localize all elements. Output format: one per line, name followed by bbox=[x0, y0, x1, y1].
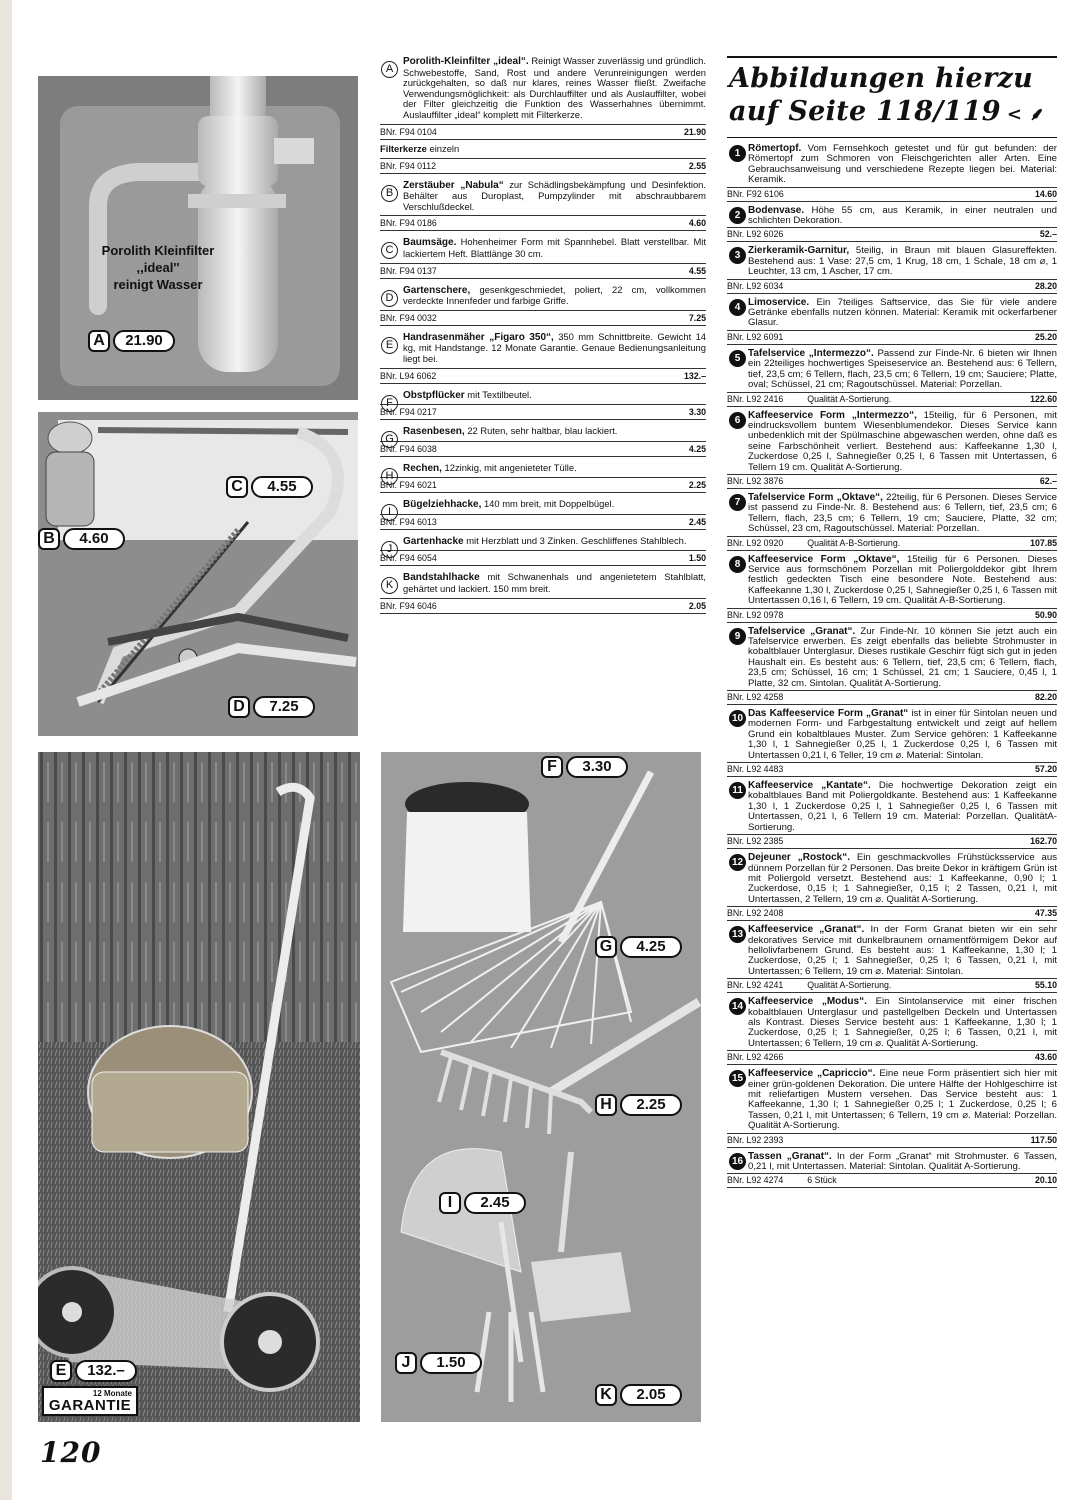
order-number: BNr. L92 4274 bbox=[727, 1175, 784, 1186]
item-number: 11 bbox=[729, 782, 746, 799]
item-price: 21.90 bbox=[683, 126, 706, 137]
item-name: Zerstäuber „Nabula“ bbox=[403, 179, 504, 191]
item-text bbox=[748, 493, 1057, 535]
order-number-row bbox=[727, 762, 1057, 777]
order-number: BNr. L92 4258 bbox=[727, 692, 784, 703]
filter-caption-line-1: Porolith Kleinfilter bbox=[101, 243, 215, 258]
order-number: BNr. L94 6062 bbox=[380, 370, 437, 381]
tools-product-list bbox=[380, 56, 706, 620]
item-desc: 22 Ruten, sehr haltbar, blau lackiert. bbox=[467, 425, 618, 437]
order-number: BNr. F94 0112 bbox=[380, 160, 437, 171]
item-number: 8 bbox=[729, 556, 746, 573]
order-number: BNr. F94 6038 bbox=[380, 443, 437, 454]
list-item bbox=[727, 555, 1057, 623]
order-number: BNr. L92 0978 bbox=[727, 609, 784, 620]
item-number: 12 bbox=[729, 854, 746, 871]
item-name: Kaffeeservice Form „Oktave“, bbox=[748, 553, 900, 565]
item-name: Dejeuner „Rostock“. bbox=[748, 852, 850, 864]
price-tag-i bbox=[439, 1192, 526, 1214]
list-item bbox=[380, 536, 706, 567]
item-text bbox=[748, 298, 1057, 329]
item-letter: H bbox=[381, 468, 398, 485]
order-number: BNr. F94 0217 bbox=[380, 407, 437, 418]
item-name: Bandstahlhacke bbox=[403, 572, 480, 584]
order-number-row bbox=[380, 598, 706, 614]
order-number-row bbox=[727, 1133, 1057, 1148]
item-number: 6 bbox=[729, 412, 746, 429]
item-text bbox=[748, 555, 1057, 607]
item-desc: 15teilig für 6 Personen. Dieses Service aus formschönem Porzellan mit Poliergolddekor gibt Ihrem festlich gedeckten Tisch eine besondere Note. Bestehend aus: Kaffeekanne 1,30 l, Zuckerdose 0,25 l, Sahnegießer 0,25 l, 6 Tassen mit Untertassen 0,16 l, 6 Tellern, 19 cm. Qualität A-B-Sortierung. bbox=[748, 553, 1057, 607]
item-price: 43.60 bbox=[1034, 1052, 1057, 1063]
item-text bbox=[403, 572, 706, 594]
order-number: BNr. L92 2393 bbox=[727, 1134, 784, 1145]
item-number: 1 bbox=[729, 145, 746, 162]
item-number: 5 bbox=[729, 350, 746, 367]
tag-letter: I bbox=[439, 1192, 461, 1214]
item-name: Bodenvase. bbox=[748, 204, 805, 216]
price-tag-f bbox=[541, 756, 628, 778]
item-name: Kaffeeservice „Modus“. bbox=[748, 996, 867, 1008]
item-name: Tassen „Granat“. bbox=[748, 1150, 832, 1162]
tag-price: 21.90 bbox=[113, 330, 175, 352]
list-item bbox=[380, 499, 706, 530]
order-number-row bbox=[380, 368, 706, 384]
item-price: 4.55 bbox=[688, 265, 706, 276]
item-price: 2.55 bbox=[688, 160, 706, 171]
item-desc: Vom Fernsehkoch getestet und für gut befunden: der Römertopf zum Schmoren von Fleischgerichten aller Arten. Eine Gebrauchsanweisung und verschiedene Rezepte liegen bei. Material: Keramik. bbox=[748, 143, 1057, 186]
item-name: Bügelziehhacke, bbox=[403, 499, 482, 511]
sub-item-name: Filterkerze bbox=[380, 142, 427, 154]
item-name: Porolith-Kleinfilter „ideal“. bbox=[403, 56, 529, 67]
item-name: Gartenhacke bbox=[403, 535, 464, 547]
item-desc: 15teilig, für 6 Personen, mit eindrucksvollem buntem Wiesenblumendekor. Dieses Service kann unbedenklich mit der Spülmaschine abgewaschen werden, ohne daß es seine Farbschönheit verliert. Bestehend aus: Kaffeekanne 1,30 l, Zuckerdose 0,25 l, Sahnegießer 0,25 l, 6 Tassen mit Untertassen, 6 Tellern 19 cm. Qualität A-Sortierung. bbox=[748, 409, 1057, 473]
item-name: Kaffeeservice „Kantate“. bbox=[748, 780, 871, 792]
tag-letter: E bbox=[50, 1360, 72, 1382]
order-number-row bbox=[727, 906, 1057, 921]
item-desc: Passend zur Finde-Nr. 6 bieten wir Ihnen ein 22teiliges hochwertiges Speiseservice an. Bestehend aus: 6 Tellern, tief, 23,5 cm; 6 Tellern, flach, 23,5 cm; 6 Tellern, 19 cm; Sauciere; Platte, oval; Schüssel, 21 cm; Ragoutschüssel. Material: Porzellan. bbox=[748, 347, 1057, 391]
list-item bbox=[727, 853, 1057, 921]
order-number: BNr. F94 0186 bbox=[380, 218, 437, 229]
list-item bbox=[380, 426, 706, 457]
item-quality bbox=[783, 692, 1035, 703]
filter-caption bbox=[78, 242, 238, 293]
order-number: BNr. F94 6013 bbox=[380, 516, 437, 527]
item-desc: Eine neue Form präsentiert sich hier mit einer grün-goldenen Dekoration. Die untere Hälfte der Hohlgeschirre ist mit reliefartigen Mustern versehen. Das Service besteht aus: 1 Kaffeekanne, 1,30 l; 1 Sahnegießer 0,25 l; 1 Zuckerdose, 0,25 l; 6 Tassen, 0,21 l, mit Untertassen; 6 Tellern, 19 cm ⌀. Material: Porzellan. Qualität A-Sortierung. bbox=[748, 1068, 1058, 1132]
item-price: 2.05 bbox=[688, 600, 706, 611]
item-name: Limoservice. bbox=[748, 296, 810, 308]
tag-letter: C bbox=[226, 476, 248, 498]
item-price: 122.60 bbox=[1030, 393, 1057, 404]
item-desc: mit Schwanenhals und angenietetem Stahlblatt, gehärtet und lackiert. 150 mm breit. bbox=[403, 571, 706, 595]
tag-letter: D bbox=[228, 696, 250, 718]
pointer-arrow-icon: < ⸙ bbox=[1006, 104, 1043, 125]
item-price: 52.– bbox=[1039, 229, 1057, 240]
item-desc: Die hochwertige Dekoration zeigt ein kobaltblaues Band mit Poliergoldkante. Bestehend aus: 1 Kaffeekanne 1,30 l, 1 Zuckerdose 0,25 l, 1 Sahnegießer 0,25 l, 6 Tassen mit Untertassen, 0,21 l, 6 Tellern 19 cm. Material: Porzellan. QualitätA-Sortierung. bbox=[748, 780, 1058, 833]
item-number: 2 bbox=[729, 207, 746, 224]
item-text bbox=[748, 709, 1057, 761]
page-binding-edge bbox=[0, 0, 12, 1500]
tag-price: 132.– bbox=[75, 1360, 137, 1382]
tag-letter: G bbox=[595, 936, 617, 958]
order-number: BNr. L92 2416 bbox=[727, 393, 784, 404]
order-number: BNr. L92 2385 bbox=[727, 836, 784, 847]
order-number: BNr. L92 4241 bbox=[727, 980, 784, 991]
item-text bbox=[748, 1069, 1057, 1131]
price-tag-j bbox=[395, 1352, 482, 1374]
list-item bbox=[727, 1152, 1057, 1189]
heading-line-2-text: auf Seite 118/119 bbox=[729, 96, 1001, 127]
heading-line-1: Abbildungen hierzu bbox=[729, 63, 1034, 94]
list-item bbox=[380, 56, 706, 174]
order-number-row bbox=[380, 124, 706, 140]
item-text bbox=[748, 144, 1057, 186]
item-letter: I bbox=[381, 504, 398, 521]
order-number-row bbox=[727, 330, 1057, 345]
order-number: BNr. F94 6046 bbox=[380, 600, 437, 611]
item-desc: Ein 7teiliges Saftservice, das Sie für viele andere Getränke ebenfalls nutzen können. Material: Keramik mit ockerfarbener Glasur. bbox=[748, 296, 1057, 329]
filter-caption-line-2: ,,ideal'' bbox=[136, 260, 180, 275]
item-desc: 5teilig, in Braun mit blauen Glasureffekten. Bestehend aus: 1 Vase: 27,5 cm, 1 Krug, 18 cm, 1 Schale, 18 cm ⌀, 1 Leuchter, 13 cm, 1 Ascher, 17 cm. bbox=[748, 245, 1057, 278]
item-price: 162.70 bbox=[1030, 836, 1057, 847]
item-desc: 140 mm breit, mit Doppelbügel. bbox=[483, 498, 615, 510]
order-number-row bbox=[727, 536, 1057, 551]
order-number-row bbox=[727, 608, 1057, 623]
item-price: 4.25 bbox=[688, 443, 706, 454]
order-number-row bbox=[727, 1050, 1057, 1065]
photo-water-filter bbox=[38, 76, 358, 400]
ceramics-product-list bbox=[727, 56, 1057, 1192]
item-letter: D bbox=[381, 290, 398, 307]
item-price: 82.20 bbox=[1034, 692, 1057, 703]
tag-price: 4.25 bbox=[620, 936, 682, 958]
order-number: BNr. L92 4483 bbox=[727, 764, 784, 775]
item-number: 10 bbox=[729, 710, 746, 727]
tag-letter: B bbox=[38, 528, 60, 550]
item-desc: In der Form „Granat“ mit Strohmuster. 6 Tassen, 0,21 l, mit Untertassen. Material: Sintolan. Qualität A-Sortierung. bbox=[748, 1150, 1058, 1173]
item-desc: gesenkgeschmiedet, poliert, 22 cm, vollkommen verdeckte Innenfeder und farbige Griffe. bbox=[403, 283, 707, 307]
item-name: Römertopf. bbox=[748, 143, 802, 154]
item-letter: G bbox=[381, 431, 398, 448]
order-number: BNr. L92 6034 bbox=[727, 280, 784, 291]
order-number: BNr. L92 3876 bbox=[727, 475, 784, 486]
item-desc: Zur Finde-Nr. 10 können Sie jetzt auch ein Tafelservice erwerben. Es zeigt ebenfalls das beliebte Strohmuster in kobaltblauer Unterglasur. Dieses rustikale Geschirr fügt sich gut in jeden Haushalt ein. Es besteht aus: 6 Tellern, tief, 23,5 cm; 6 Tellern, flach, 23,5 cm; Schüssel, 16 cm; 1 Schüssel, 21 cm; 1 Sauciere, 0,45 l, 1 Platte, 32 cm. Sintolan. Qualität A-Sortierung. bbox=[748, 625, 1057, 689]
item-quality bbox=[783, 229, 1040, 240]
list-item bbox=[380, 180, 706, 232]
order-number: BNr. L92 6091 bbox=[727, 331, 784, 342]
list-item bbox=[380, 463, 706, 494]
item-text bbox=[403, 499, 706, 511]
item-text bbox=[403, 56, 706, 121]
list-item bbox=[727, 781, 1057, 849]
list-item bbox=[727, 627, 1057, 705]
list-item bbox=[727, 144, 1057, 202]
item-desc: Reinigt Wasser zuverlässig und gründlich. Schwebestoffe, Sand, Rost und andere Verunreinigungen werden zurückgehalten, so daß nur klares, reines Wasser fließt. Zweifache Verwendungsmöglichkeit: als Durchlauffilter und als Auslauffilter, wobei der Filter gleichzeitig die Funktion des Wasserhahnes übernimmt. Auslauffilter „ideal“ komplett mit Filterkerze. bbox=[403, 55, 706, 120]
item-desc: ist in einer für Sintolan neuen und modernen Form- und Farbgestaltung entwickelt und zeigt auf hellem Grund ein kobaltblaues Muster. Zum Service gehören: 1 Kaffeekanne 1,30 l, 1 Sahnegießer 0,25 l, 1 Zuckerdose 0,25 l, 6 Tassen mit Untertassen 0,21 l, 6 Teller, 19 cm ⌀. Material: Sintolan. bbox=[748, 708, 1057, 761]
item-text bbox=[403, 390, 706, 402]
tag-letter: H bbox=[595, 1094, 617, 1116]
list-item bbox=[380, 285, 706, 326]
item-price: 4.60 bbox=[688, 218, 706, 229]
item-text bbox=[748, 1152, 1057, 1173]
order-number-row bbox=[380, 514, 706, 530]
item-name: Handrasenmäher „Figaro 350“, bbox=[403, 331, 554, 343]
item-desc: In der Form Granat bieten wir ein sehr dekoratives Service mit dunkelbraunem ornamentförmigem Dekor auf hellolivfarbenem Grund. Es besteht aus: 1 Kaffeekanne, 1,30 l; 1 Zuckerdose, 0,25 l; 1 Sahnegießer, 0,25 l; 6 Tassen, 0,21 l, mit Untertassen; 6 Tellern, 19 cm ⌀. Material: Sintolan. bbox=[748, 924, 1057, 977]
item-name: Kaffeeservice „Capriccio“. bbox=[748, 1068, 876, 1080]
item-price: 55.10 bbox=[1034, 980, 1057, 991]
item-number: 7 bbox=[729, 494, 746, 511]
item-quality bbox=[783, 764, 1035, 775]
tag-price: 4.60 bbox=[63, 528, 125, 550]
list-item bbox=[727, 709, 1057, 777]
item-text bbox=[403, 332, 706, 365]
item-text bbox=[403, 285, 706, 307]
order-number-row bbox=[727, 1173, 1057, 1188]
tools-illustration bbox=[38, 412, 358, 736]
order-number: BNr. F94 0104 bbox=[380, 126, 437, 137]
section-heading bbox=[727, 56, 1057, 138]
order-number-row bbox=[380, 158, 706, 174]
list-item bbox=[727, 246, 1057, 293]
list-item bbox=[380, 390, 706, 421]
item-price: 14.60 bbox=[1034, 188, 1057, 199]
item-name: Gartenschere, bbox=[403, 284, 471, 296]
item-price: 47.35 bbox=[1034, 908, 1057, 919]
order-number: BNr. F92 6106 bbox=[727, 188, 784, 199]
item-desc: Ein geschmackvolles Frühstücksservice aus dünnem Porzellan für 2 Personen. Das breite Dekor in kräftigem Grün ist mit Poliergold versetzt. Bestehend aus: 1 Kaffeekanne, 0,90 l; 1 Zuckerdose, 0,15 l; 1 Sahnegießer, 0,15 l; 2 Tassen, 0,21 l, mit Untertassen, 2 Tellern, 19 cm ⌀. Qualität A-Sortierung. bbox=[748, 852, 1057, 905]
item-text bbox=[748, 925, 1057, 977]
item-price: 2.45 bbox=[688, 516, 706, 527]
item-desc: Hohenheimer Form mit Spannhebel. Blatt verstellbar. Mit lackiertem Heft. Blattlänge 30 cm. bbox=[403, 236, 706, 259]
item-quality bbox=[783, 332, 1035, 343]
order-number: BNr. L92 0920 bbox=[727, 537, 784, 548]
item-name: Obstpflücker bbox=[403, 389, 465, 401]
tag-price: 7.25 bbox=[253, 696, 315, 718]
order-number: BNr. F94 0137 bbox=[380, 265, 437, 276]
tag-letter: A bbox=[88, 330, 110, 352]
item-letter: E bbox=[381, 337, 398, 354]
item-name: Tafelservice „Intermezzo“. bbox=[748, 347, 874, 359]
item-quality bbox=[783, 836, 1030, 847]
item-name: Tafelservice Form „Oktave“, bbox=[748, 491, 883, 503]
list-item bbox=[727, 493, 1057, 551]
price-tag-e bbox=[50, 1360, 137, 1382]
item-name: Tafelservice „Granat“. bbox=[748, 625, 856, 637]
item-letter: B bbox=[381, 185, 398, 202]
order-number-row bbox=[380, 310, 706, 326]
order-number: BNr. L92 2408 bbox=[727, 908, 784, 919]
photo-sprayer-saw-shears bbox=[38, 412, 358, 736]
order-number: BNr. F94 6021 bbox=[380, 480, 437, 491]
tag-price: 2.25 bbox=[620, 1094, 682, 1116]
item-text bbox=[748, 853, 1057, 905]
price-tag-a bbox=[88, 330, 175, 352]
item-quality bbox=[783, 610, 1035, 621]
garden-tools-illustration bbox=[381, 752, 701, 1422]
item-number: 15 bbox=[729, 1070, 746, 1087]
item-price: 57.20 bbox=[1034, 764, 1057, 775]
item-quality bbox=[783, 476, 1040, 487]
item-letter: J bbox=[381, 541, 398, 558]
item-name: Baumsäge. bbox=[403, 237, 457, 249]
item-text bbox=[748, 627, 1057, 689]
item-letter: C bbox=[381, 242, 398, 259]
item-price: 7.25 bbox=[688, 312, 706, 323]
order-number-row bbox=[727, 227, 1057, 242]
list-item bbox=[380, 572, 706, 613]
price-tag-k bbox=[595, 1384, 682, 1406]
item-desc: 22teilig, für 6 Personen. Dieses Service ist passend zu Finde-Nr. 8. Bestehend aus: 6 Tellern, tief, 23,5 cm; 6 Tellern, flach, 23,5 cm; 6 Tellern, 19 cm; Sauciere, Platte, 32 cm; Schüssel, 23 cm, Ragoutschüssel. Material: Porzellan. bbox=[748, 491, 1058, 535]
order-number-row bbox=[727, 690, 1057, 705]
item-letter: F bbox=[381, 395, 398, 412]
page-number: 120 bbox=[40, 1436, 102, 1469]
item-price: 28.20 bbox=[1034, 280, 1057, 291]
item-number: 16 bbox=[729, 1153, 746, 1170]
item-quality bbox=[783, 908, 1035, 919]
item-text bbox=[748, 349, 1057, 391]
tag-letter: F bbox=[541, 756, 563, 778]
item-text bbox=[748, 411, 1057, 473]
guarantee-months: 12 Monate bbox=[92, 1389, 132, 1398]
item-price: 2.25 bbox=[688, 480, 706, 491]
order-number-row bbox=[380, 550, 706, 566]
item-number: 9 bbox=[729, 628, 746, 645]
item-desc: mit Textilbeutel. bbox=[467, 388, 532, 400]
item-name: Kaffeeservice Form „Intermezzo“, bbox=[748, 409, 917, 421]
item-quality: 6 Stück bbox=[807, 1175, 837, 1186]
item-quality bbox=[783, 281, 1035, 292]
item-price: 117.50 bbox=[1030, 1134, 1057, 1145]
price-tag-h bbox=[595, 1094, 682, 1116]
item-text bbox=[403, 463, 706, 475]
photo-lawn-mower bbox=[38, 752, 360, 1422]
item-number: 14 bbox=[729, 998, 746, 1015]
item-price: 1.50 bbox=[688, 553, 706, 564]
item-letter: A bbox=[381, 61, 398, 78]
order-number-row bbox=[380, 477, 706, 493]
list-item bbox=[727, 411, 1057, 489]
item-text bbox=[748, 781, 1057, 833]
list-item bbox=[380, 332, 706, 384]
sub-item-desc: einzeln bbox=[429, 142, 460, 154]
item-number: 4 bbox=[729, 299, 746, 316]
item-price: 62.– bbox=[1039, 475, 1057, 486]
list-item bbox=[727, 997, 1057, 1065]
tag-letter: K bbox=[595, 1384, 617, 1406]
order-number-row bbox=[380, 263, 706, 279]
list-item bbox=[727, 349, 1057, 407]
item-text bbox=[403, 536, 706, 548]
item-price: 25.20 bbox=[1034, 331, 1057, 342]
list-item bbox=[727, 925, 1057, 993]
price-tag-b bbox=[38, 528, 125, 550]
order-number-row bbox=[380, 404, 706, 420]
order-number-row bbox=[727, 978, 1057, 993]
item-name: Zierkeramik-Garnitur, bbox=[748, 245, 850, 257]
ceramics-items bbox=[727, 144, 1057, 1188]
item-text bbox=[403, 426, 706, 438]
item-desc: 12zinkig, mit angenieteter Tülle. bbox=[444, 461, 577, 473]
tag-price: 2.45 bbox=[464, 1192, 526, 1214]
item-quality: Qualität A-B-Sortierung. bbox=[807, 537, 901, 548]
list-item bbox=[727, 298, 1057, 345]
price-tag-d bbox=[228, 696, 315, 718]
order-number-row bbox=[727, 474, 1057, 489]
order-number-row bbox=[727, 392, 1057, 407]
guarantee-badge bbox=[42, 1386, 138, 1416]
item-name: Rasenbesen, bbox=[403, 426, 465, 438]
item-text bbox=[403, 237, 706, 259]
item-desc: 350 mm Schnittbreite. Gewicht 14 kg, mit Handstange. 12 Monate Garantie. Genaue Bedienungsanleitung liegt bei. bbox=[403, 330, 706, 364]
tag-price: 4.55 bbox=[251, 476, 313, 498]
list-item bbox=[380, 237, 706, 278]
price-tag-c bbox=[226, 476, 313, 498]
item-desc: mit Herzblatt und 3 Zinken. Geschliffenes Stahlblech. bbox=[466, 534, 687, 546]
order-number-row bbox=[380, 215, 706, 231]
order-number-row bbox=[727, 279, 1057, 294]
item-desc: zur Schädlingsbekämpfung und Desinfektion. Behälter aus Duroplast, Pumpzylinder mit abschraubbarem Verschlußdeckel. bbox=[403, 178, 707, 212]
item-name: Das Kaffeeservice Form „Granat“ bbox=[748, 708, 909, 720]
water-filter-illustration bbox=[38, 76, 358, 400]
item-quality bbox=[783, 1052, 1035, 1063]
order-number: BNr. L92 4266 bbox=[727, 1052, 784, 1063]
item-text bbox=[403, 180, 706, 213]
item-text bbox=[748, 206, 1057, 227]
item-price: 107.85 bbox=[1030, 537, 1057, 548]
item-quality: Qualität A-Sortierung. bbox=[807, 980, 892, 991]
order-number-row bbox=[380, 441, 706, 457]
item-text bbox=[748, 997, 1057, 1049]
item-quality: Qualität A-Sortierung. bbox=[807, 393, 892, 404]
order-number-row bbox=[727, 187, 1057, 202]
order-number: BNr. F94 6054 bbox=[380, 553, 437, 564]
item-letter: K bbox=[381, 577, 398, 594]
item-quality bbox=[784, 189, 1035, 200]
photo-garden-tools bbox=[381, 752, 701, 1422]
tag-price: 3.30 bbox=[566, 756, 628, 778]
item-number: 3 bbox=[729, 247, 746, 264]
order-number: BNr. F94 0032 bbox=[380, 312, 437, 323]
tag-price: 2.05 bbox=[620, 1384, 682, 1406]
item-price: 20.10 bbox=[1034, 1175, 1057, 1186]
list-item bbox=[727, 1069, 1057, 1147]
order-number-row bbox=[727, 834, 1057, 849]
lawn-mower-illustration bbox=[38, 752, 360, 1422]
item-name: Kaffeeservice „Granat“. bbox=[748, 924, 865, 936]
item-text bbox=[748, 246, 1057, 277]
tag-letter: J bbox=[395, 1352, 417, 1374]
price-tag-g bbox=[595, 936, 682, 958]
item-quality bbox=[783, 1135, 1030, 1146]
item-number: 13 bbox=[729, 926, 746, 943]
filter-caption-line-3: reinigt Wasser bbox=[113, 277, 203, 292]
item-price: 50.90 bbox=[1034, 609, 1057, 620]
item-price: 132.– bbox=[683, 370, 706, 381]
item-desc: Höhe 55 cm, aus Keramik, in einer neutralen und schlichten Dekoration. bbox=[748, 204, 1057, 227]
item-desc: Ein Sintolanservice mit einer frischen kobaltblauen Unterglasur und pastellgelben Deckeln und Untertassen als Kontrast. Dieses Service besteht aus: 1 Kaffeekanne, 1,30 l; 1 Zuckerdose, 0,25 l; 1 Sahnegießer, 0,25 l; 6 Tassen, 0,21 l, mit Untertassen; 6 Tellern, 19 cm ⌀. Qualität A-Sortierung. bbox=[748, 996, 1057, 1049]
heading-line-2 bbox=[729, 95, 1055, 131]
item-name: Rechen, bbox=[403, 462, 442, 474]
item-price: 3.30 bbox=[688, 407, 706, 418]
tag-price: 1.50 bbox=[420, 1352, 482, 1374]
order-number: BNr. L92 6026 bbox=[727, 229, 784, 240]
sub-item-line bbox=[380, 143, 706, 155]
guarantee-label: GARANTIE bbox=[48, 1397, 132, 1414]
list-item bbox=[727, 206, 1057, 243]
